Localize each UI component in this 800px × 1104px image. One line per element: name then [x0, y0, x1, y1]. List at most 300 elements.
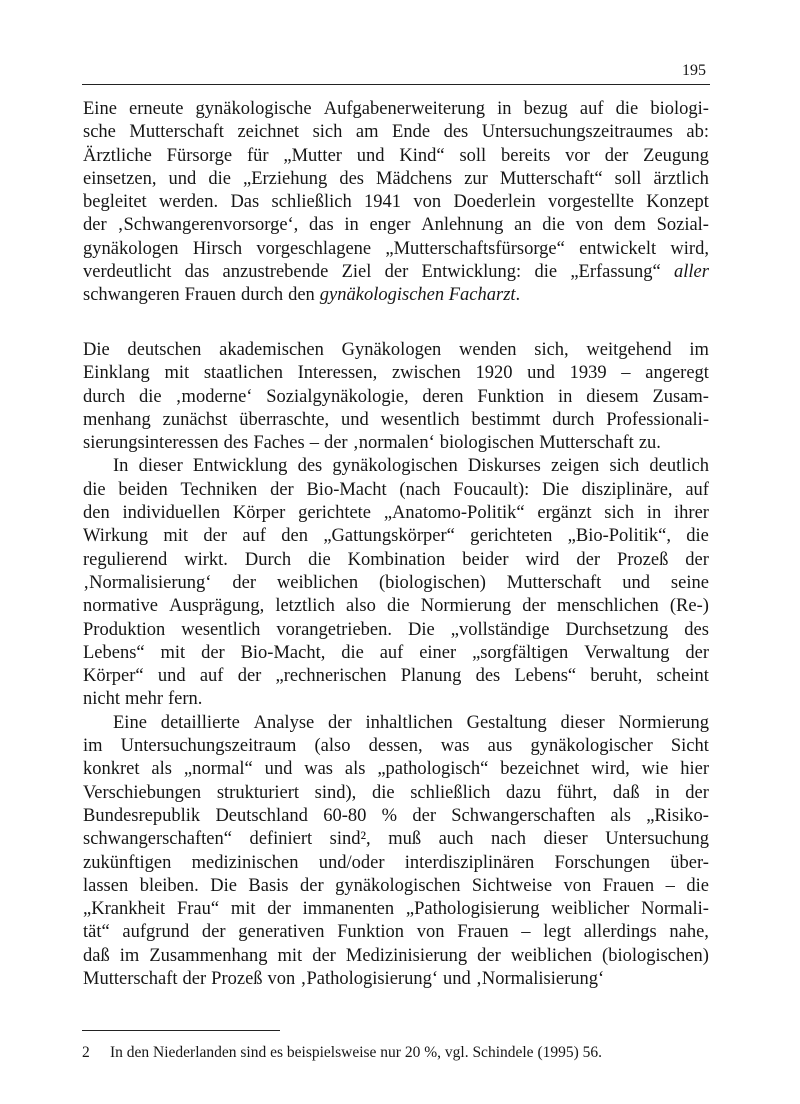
word: nach [491, 829, 526, 850]
word: Hirsch [192, 238, 243, 259]
word: von [267, 969, 296, 990]
text-line [83, 595, 709, 618]
word: dem [614, 215, 646, 236]
word: letztlich [275, 596, 335, 617]
word: durch [240, 285, 284, 306]
word: bezeichnet [500, 759, 580, 780]
word: biologi- [650, 99, 709, 119]
word: den [281, 526, 308, 547]
word: ‚normalen‘ [352, 433, 435, 454]
word: der [522, 596, 546, 617]
word: der [323, 433, 348, 454]
word: staatlichen [203, 363, 283, 384]
word: schwangerschaften“ [83, 829, 232, 850]
word: Mutterschaft [129, 122, 224, 143]
word: sierungsinteressen [83, 433, 219, 454]
word: gerichteten [470, 526, 553, 547]
word: sind), [314, 782, 357, 803]
word: Die [83, 340, 110, 360]
word: Fürsorge [166, 145, 233, 166]
text-line [83, 284, 709, 307]
word: daß [612, 782, 640, 803]
word: zunächst [162, 409, 228, 430]
word: gynäkologen [83, 238, 179, 259]
word: weitgehend [586, 340, 672, 360]
word: der [312, 945, 336, 966]
word: Einklang [83, 363, 150, 384]
text-line [83, 549, 709, 572]
word: schließlich [410, 782, 491, 803]
text-line [83, 168, 709, 191]
word: Medizinisierung [345, 945, 468, 966]
word: der [685, 642, 709, 663]
word: Zusam- [652, 386, 709, 407]
word: Gynäkologen [341, 340, 442, 360]
word: Zeugung [643, 145, 709, 166]
word: Sichtweise [471, 875, 553, 896]
word: „normal“ [183, 759, 253, 780]
word: – [665, 875, 675, 896]
word: auch [438, 829, 474, 850]
word: das [309, 215, 334, 236]
word: wird [525, 549, 560, 570]
word: sich, [534, 340, 569, 360]
word: dieser [138, 456, 183, 477]
word: der [270, 479, 294, 500]
word: in [558, 386, 573, 407]
word: individuellen [122, 503, 221, 524]
word: gynäkologische [195, 99, 312, 119]
word: daß [83, 945, 110, 966]
word: ‚Normalisierung‘ [475, 969, 605, 990]
word: diesem [586, 386, 639, 407]
word: der [203, 526, 227, 547]
word: nahe, [669, 922, 709, 943]
word: einer [419, 642, 457, 663]
word: fern. [168, 689, 203, 710]
word: Frau“ [176, 899, 220, 920]
word: Körper [232, 503, 286, 524]
word: beruht, [590, 666, 643, 687]
word: entwickelt [579, 238, 657, 259]
word: akademischen [219, 340, 324, 360]
text-line [83, 525, 709, 548]
word: weiblichen [276, 572, 359, 593]
word: den [83, 503, 110, 524]
word: und [264, 759, 293, 780]
word: Die [542, 479, 569, 500]
word: auf [199, 666, 224, 687]
word: über- [670, 852, 709, 873]
word: als [610, 805, 631, 826]
word: bestimmt [471, 409, 541, 430]
word: sich [604, 503, 635, 524]
text-line [83, 805, 709, 828]
word: (Re-) [669, 596, 709, 617]
text-line [83, 642, 709, 665]
word: die [341, 642, 364, 663]
word: Funktion [337, 922, 405, 943]
word: lassen [83, 875, 129, 896]
word: Entwicklung [192, 456, 288, 477]
word: in [344, 215, 359, 236]
word: aus [487, 736, 513, 757]
text-line [83, 386, 709, 409]
word: wie [641, 759, 669, 780]
word: mit [160, 642, 186, 663]
word: des [223, 433, 249, 454]
word: ‚Normalisierung‘ [83, 572, 212, 593]
word: „Mutterschaftsfürsorge“ [385, 238, 565, 259]
word: der [477, 945, 501, 966]
word: Gestaltung [466, 712, 547, 733]
word: verdeutlicht [83, 262, 172, 283]
word: „Krankheit [83, 899, 166, 920]
word: Durch [244, 549, 292, 570]
text-line [83, 362, 709, 385]
word: Mutterschaft“ [499, 168, 603, 189]
word: führt, [556, 782, 598, 803]
text-line [83, 145, 709, 168]
word: tät“ [83, 922, 110, 943]
word: sich [312, 122, 343, 143]
text-line [83, 758, 709, 781]
word: der [232, 572, 256, 593]
word: wird, [591, 759, 630, 780]
word: Anlehnung [421, 215, 504, 236]
word: zwischen [391, 363, 461, 384]
word: als [344, 759, 366, 780]
word: Sozialgynäkologie, [266, 386, 409, 407]
word: und/oder [318, 852, 385, 873]
word: Doederlein [453, 192, 536, 213]
word: vorgestellte [547, 192, 634, 213]
word: die [83, 479, 106, 500]
text-line [83, 339, 709, 362]
word: und [356, 145, 385, 166]
text-line [83, 828, 709, 851]
word: gerichtete [298, 503, 372, 524]
word: zur [464, 168, 488, 189]
word: ihrer [674, 503, 709, 524]
word: angeregt [645, 363, 709, 384]
word: des [339, 168, 364, 189]
word: 60-80 [323, 805, 367, 826]
word: der [384, 262, 409, 283]
word: des [443, 122, 469, 143]
word: die [686, 875, 709, 896]
word: Eine [83, 99, 117, 119]
text-line [83, 455, 709, 478]
word: die [686, 526, 709, 547]
word: ‚Schwangerenvorsorge‘, [117, 215, 299, 236]
word: der [201, 642, 225, 663]
word: wirkt. [184, 549, 228, 570]
word: Ziel [341, 262, 372, 283]
word: Verschiebungen [83, 782, 202, 803]
word: deren [422, 386, 464, 407]
word: und [157, 666, 186, 687]
word: „sorgfältigen [472, 642, 569, 663]
word: hier [680, 759, 709, 780]
body-block-1 [83, 98, 709, 318]
word: sind², [329, 829, 371, 850]
text-line [83, 968, 709, 991]
text-line [83, 238, 709, 261]
word: interdisziplinären [404, 852, 535, 873]
word: die [138, 386, 162, 407]
word: überraschte, [239, 409, 330, 430]
word: (biologischen) [602, 945, 709, 966]
word: begleitet [83, 192, 147, 213]
word: Bio-Macht [306, 479, 387, 500]
word: was [440, 736, 470, 757]
word: Normierung [420, 596, 512, 617]
word: generativen [238, 922, 325, 943]
word: die [208, 168, 231, 189]
page-number: 195 [682, 62, 706, 79]
word: Konzept [646, 192, 709, 213]
word: „Gattungskörper“ [323, 526, 455, 547]
word: und [527, 363, 555, 384]
header-rule [82, 84, 710, 85]
word: Untersuchung [605, 829, 709, 850]
word: für [246, 145, 269, 166]
word: der [685, 549, 709, 570]
word: Bundesrepublik [83, 805, 201, 826]
word: Deutschland [215, 805, 308, 826]
text-line [83, 875, 709, 898]
word: Forschungen [554, 852, 651, 873]
word: der [685, 782, 709, 803]
word: (nach [399, 479, 441, 500]
word: durch [83, 386, 126, 407]
word: des [684, 619, 709, 640]
word: 1920 [475, 363, 513, 384]
word: den [288, 285, 315, 306]
word: ergänzt [537, 503, 592, 524]
word: nicht [83, 689, 120, 710]
text-line [83, 261, 709, 284]
word: Planung [400, 666, 462, 687]
word: des [297, 456, 323, 477]
word: Ausprägung, [169, 596, 265, 617]
word: (biologischen) [379, 572, 486, 593]
word: wird, [670, 238, 709, 259]
word: sche [83, 122, 116, 143]
word: am [355, 122, 379, 143]
word: dazu [506, 782, 541, 803]
word: gynäkologischer [530, 736, 653, 757]
text-line [83, 665, 709, 688]
text-line [83, 688, 709, 711]
word: „vollständige [450, 619, 550, 640]
word: Prozeß [211, 969, 263, 990]
word: schwangeren [83, 285, 180, 306]
word: und [442, 969, 471, 990]
word: ab: [686, 122, 709, 143]
word: „rechnerischen [275, 666, 387, 687]
word: Lebens“ [83, 642, 145, 663]
word: immanenten [302, 899, 395, 920]
word: mit [163, 526, 189, 547]
text-line [83, 191, 709, 214]
word: scheint [656, 666, 709, 687]
word: Körper“ [83, 666, 144, 687]
text-line [83, 214, 709, 237]
word: deutschen [127, 340, 202, 360]
word: Analyse [253, 712, 315, 733]
footnote [82, 1044, 602, 1062]
word: % [381, 805, 398, 826]
word: der [83, 215, 107, 236]
word: Mutterschaft [83, 969, 178, 990]
word: das [184, 262, 210, 283]
word: Untersuchungszeitraum [120, 736, 297, 757]
word: vorangetrieben. [276, 619, 392, 640]
footnote-rule [82, 1030, 280, 1031]
body-block-2 [83, 339, 709, 991]
word: aufgrund [122, 922, 190, 943]
word: definiert [249, 829, 313, 850]
word: „pathologisch“ [377, 759, 489, 780]
word: bleiben. [139, 875, 199, 896]
word: „Erfassung“ [570, 262, 661, 283]
word: . [515, 285, 521, 306]
word: konkret [83, 759, 140, 780]
word: weiblicher [551, 899, 630, 920]
word: also [346, 596, 376, 617]
word: auf [579, 99, 604, 119]
text-line [83, 852, 709, 875]
text-line [83, 712, 709, 735]
word: gynäkologischen [332, 456, 458, 477]
word: von [413, 192, 442, 213]
word: ‚moderne‘ [175, 386, 253, 407]
word: die [615, 99, 639, 119]
word: zukünftigen [83, 852, 172, 873]
word: regulierend [83, 549, 168, 570]
word: Kombination [347, 549, 446, 570]
word: inhaltlichen [365, 712, 453, 733]
word: seine [670, 572, 709, 593]
text-line [83, 502, 709, 525]
text-line [83, 98, 709, 121]
word: der [412, 805, 436, 826]
word: durch [552, 409, 595, 430]
word: beiden [118, 479, 168, 500]
word: auf [242, 526, 266, 547]
word: und [622, 572, 650, 593]
word: – [621, 363, 631, 384]
word: Diskurses [467, 456, 541, 477]
word: Prozeß [616, 549, 669, 570]
word: enger [369, 215, 411, 236]
text-line [83, 121, 709, 144]
word: im [689, 340, 709, 360]
word: Lebens“ [514, 666, 577, 687]
word: Aufgabenerweiterung [323, 99, 486, 119]
word: mehr [125, 689, 164, 710]
word: der [237, 666, 262, 687]
word: die [308, 549, 331, 570]
word: medizinischen [191, 852, 299, 873]
word: Faches [253, 433, 305, 454]
word: menschlichen [557, 596, 659, 617]
word: Normali- [641, 899, 709, 920]
word: in [655, 782, 670, 803]
word: wenden [459, 340, 517, 360]
word: Funktion [477, 386, 545, 407]
word: mit [230, 899, 256, 920]
word: muß [388, 829, 422, 850]
word: wesentlich [181, 619, 261, 640]
word: die [542, 215, 565, 236]
word: strukturiert [216, 782, 300, 803]
word: Bio-Macht, [240, 642, 326, 663]
word: „Bio-Politik“, [567, 526, 671, 547]
word: Eine [113, 712, 147, 733]
paragraph-3 [83, 455, 709, 711]
word: als [151, 759, 172, 780]
word: ‚Pathologisierung‘ [300, 969, 438, 990]
word: Entwicklung: [421, 262, 522, 283]
word: Produktion [83, 619, 166, 640]
word: soll [459, 145, 487, 166]
word: und [340, 409, 369, 430]
word: Frauen [457, 922, 509, 943]
word: Wirkung [83, 526, 149, 547]
word: dieser [560, 712, 605, 733]
word: vor [565, 145, 590, 166]
paragraph-1 [83, 98, 709, 308]
text-line [83, 735, 709, 758]
word: und [168, 168, 197, 189]
word: der [299, 875, 324, 896]
word: Schwangerschaften [451, 805, 596, 826]
word: der [604, 145, 629, 166]
word: gynäkologischen Facharzt [319, 285, 516, 306]
text-line [83, 409, 709, 432]
word: 1941 [364, 192, 402, 213]
paragraph-2 [83, 339, 709, 455]
word: menhang [83, 409, 151, 430]
text-line [83, 572, 709, 595]
word: allerdings [583, 922, 657, 943]
word: normative [83, 596, 159, 617]
word: schließlich [271, 192, 352, 213]
word: „Anatomo-Politik“ [383, 503, 525, 524]
word: anzustrebende [222, 262, 329, 283]
word: der [328, 712, 352, 733]
word: In [113, 456, 129, 477]
word: „Pathologisierung [405, 899, 540, 920]
word: legt [543, 922, 571, 943]
word: „Risiko- [646, 805, 709, 826]
word: Professionali- [606, 409, 709, 430]
word: „Erziehung [243, 168, 328, 189]
word: aller [673, 262, 709, 283]
word: der [182, 969, 207, 990]
word: Sicht [670, 736, 709, 757]
word: (also [314, 736, 351, 757]
word: weiblichen [510, 945, 592, 966]
word: zu. [638, 433, 661, 454]
word: vorgeschlagene [256, 238, 372, 259]
word: bereits [501, 145, 551, 166]
word: an [514, 215, 532, 236]
footnote-number: 2 [82, 1044, 90, 1061]
